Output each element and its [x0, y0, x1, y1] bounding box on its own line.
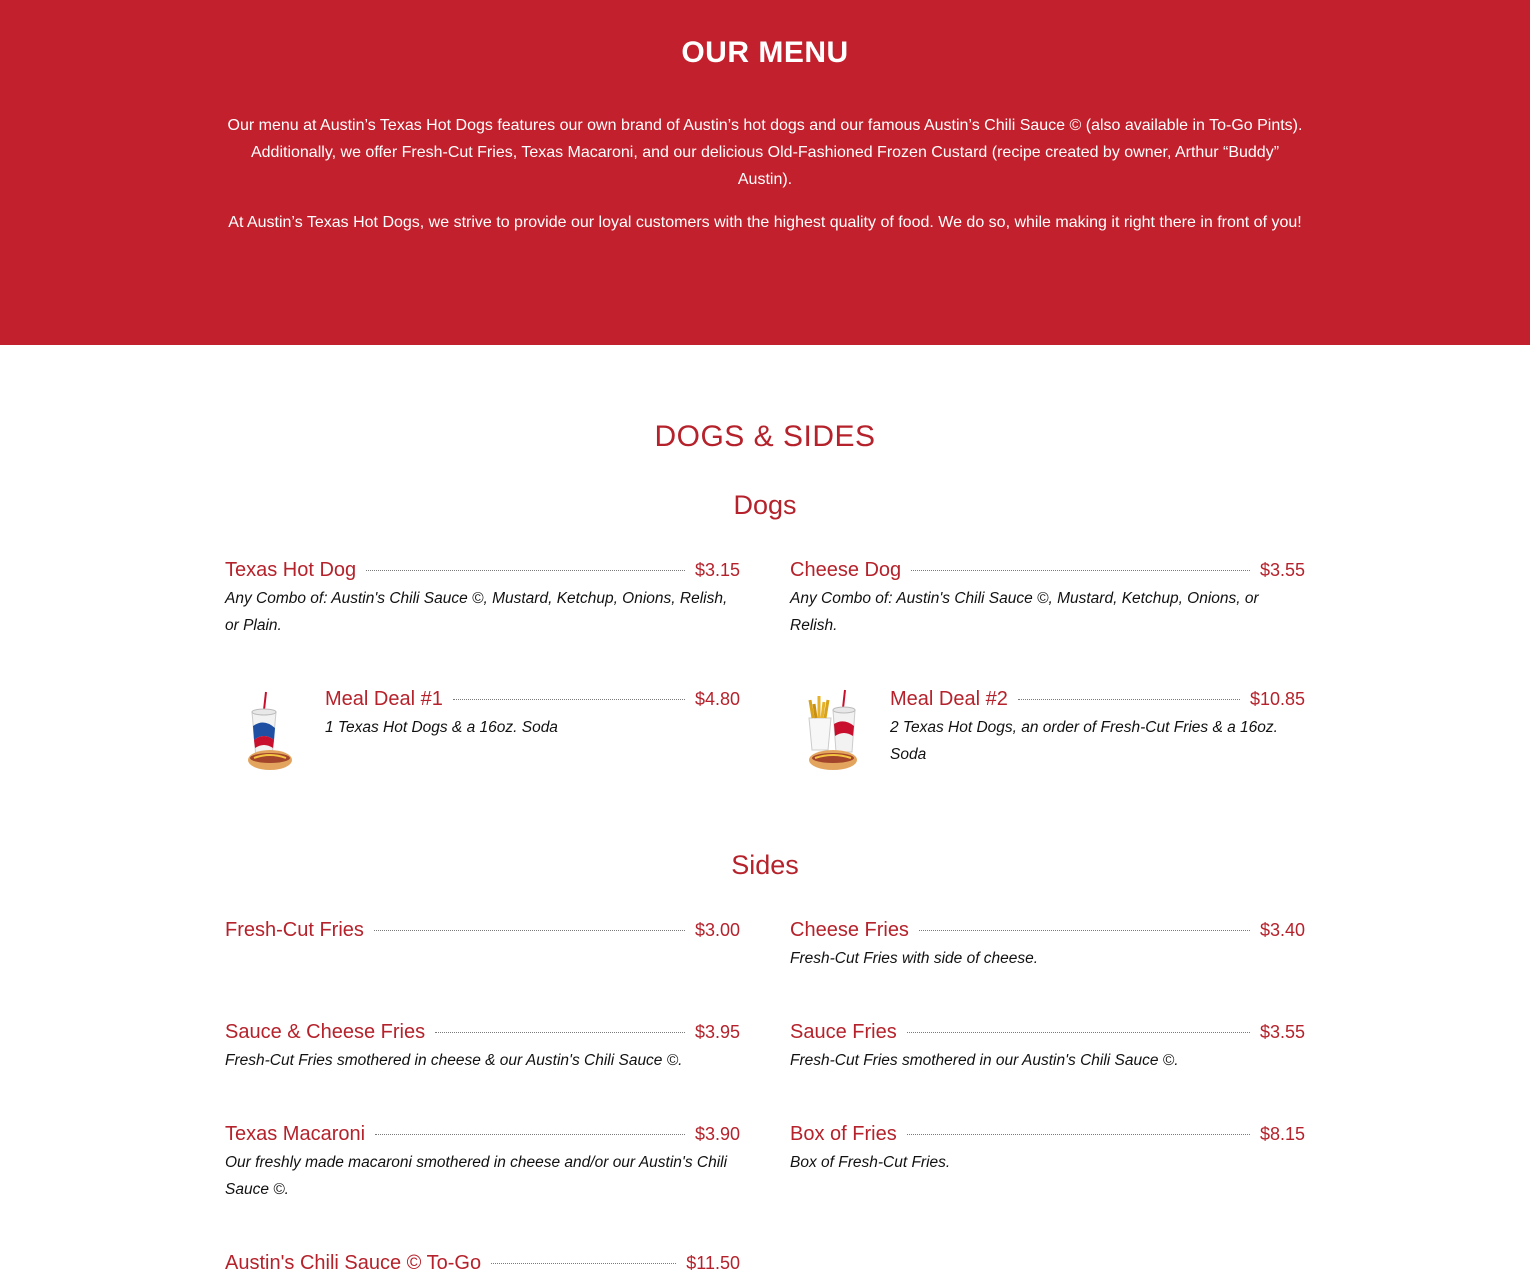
dotted-leader — [366, 570, 685, 571]
menu-item-chili-sauce-to-go — [225, 1250, 740, 1276]
item-name: Sauce Fries — [790, 1020, 897, 1043]
menu-item-meal-deal-1 — [325, 686, 740, 741]
item-description: Our freshly made macaroni smothered in cheese and/or our Austin's Chili Sauce ©. — [225, 1154, 728, 1198]
item-description: 1 Texas Hot Dogs & a 16oz. Soda — [325, 719, 558, 736]
menu-item-cheese-dog — [790, 557, 1305, 639]
page-title: OUR MENU — [681, 36, 849, 69]
menu-item-sauce-fries — [790, 1019, 1305, 1074]
item-name: Texas Macaroni — [225, 1122, 366, 1145]
item-price: $3.00 — [694, 919, 740, 940]
item-description: Any Combo of: Austin's Chili Sauce ©, Mustard, Ketchup, Onions, or Relish. — [790, 590, 1259, 634]
item-name: Fresh-Cut Fries — [225, 918, 364, 941]
menu-item-texas-hot-dog — [225, 557, 740, 639]
item-price: $10.85 — [1249, 688, 1305, 709]
item-price: $3.15 — [694, 559, 740, 580]
item-name: Meal Deal #1 — [325, 687, 443, 710]
dotted-leader — [911, 570, 1250, 571]
dotted-leader — [435, 1032, 685, 1033]
item-description: Fresh-Cut Fries with side of cheese. — [790, 950, 1039, 967]
menu-item-box-of-fries — [790, 1121, 1305, 1176]
item-price: $3.55 — [1259, 1021, 1305, 1042]
item-description: Box of Fresh-Cut Fries. — [790, 1154, 951, 1171]
hotdog-soda-icon — [228, 688, 308, 778]
dotted-leader — [1018, 699, 1240, 700]
section-title: DOGS & SIDES — [654, 420, 876, 453]
dotted-leader — [491, 1263, 676, 1264]
dotted-leader — [375, 1134, 685, 1135]
hotdog-fries-soda-icon — [795, 688, 875, 778]
item-price: $3.95 — [694, 1021, 740, 1042]
item-name: Sauce & Cheese Fries — [225, 1020, 426, 1043]
item-price: $3.55 — [1259, 559, 1305, 580]
item-description: Fresh-Cut Fries smothered in our Austin's Chili Sauce ©. — [790, 1052, 1179, 1069]
dogs-heading: Dogs — [733, 490, 797, 520]
menu-item-cheese-fries — [790, 917, 1305, 972]
item-price: $3.40 — [1259, 919, 1305, 940]
sides-heading: Sides — [731, 850, 799, 880]
menu-item-meal-deal-2 — [890, 686, 1305, 768]
menu-item-fresh-cut-fries — [225, 917, 740, 943]
menu-hero — [0, 0, 1530, 345]
item-name: Texas Hot Dog — [225, 558, 357, 581]
dotted-leader — [374, 930, 685, 931]
item-name: Austin's Chili Sauce © To-Go — [225, 1251, 482, 1274]
item-price: $4.80 — [694, 688, 740, 709]
intro-paragraph: Our menu at Austin’s Texas Hot Dogs features our own brand of Austin’s hot dogs and our famous Austin’s Chili Sauce © (also available in To-Go Pints). Additionally, we offer Fresh-Cut Fries, Texas Macaroni, and our delicious Old-Fashioned Frozen Custard (recipe created by owner, Arthur “Buddy” Austin). — [227, 117, 1303, 188]
mission-paragraph: At Austin’s Texas Hot Dogs, we strive to provide our loyal customers with the highest quality of food. We do so, while making it right there in front of you! — [228, 214, 1302, 231]
item-name: Cheese Fries — [790, 918, 909, 941]
dotted-leader — [907, 1134, 1250, 1135]
item-price: $3.90 — [694, 1123, 740, 1144]
item-description: Fresh-Cut Fries smothered in cheese & our Austin's Chili Sauce ©. — [225, 1052, 683, 1069]
item-name: Meal Deal #2 — [890, 687, 1008, 710]
dotted-leader — [919, 930, 1250, 931]
item-name: Cheese Dog — [790, 558, 902, 581]
item-price: $11.50 — [686, 1252, 740, 1273]
menu-item-sauce-cheese-fries — [225, 1019, 740, 1074]
item-name: Box of Fries — [790, 1122, 897, 1145]
item-description: 2 Texas Hot Dogs, an order of Fresh-Cut Fries & a 16oz. Soda — [890, 719, 1278, 763]
item-description: Any Combo of: Austin's Chili Sauce ©, Mustard, Ketchup, Onions, Relish, or Plain. — [225, 590, 728, 634]
menu-item-texas-macaroni — [225, 1121, 740, 1203]
dotted-leader — [907, 1032, 1250, 1033]
item-price: $8.15 — [1259, 1123, 1305, 1144]
dotted-leader — [453, 699, 685, 700]
